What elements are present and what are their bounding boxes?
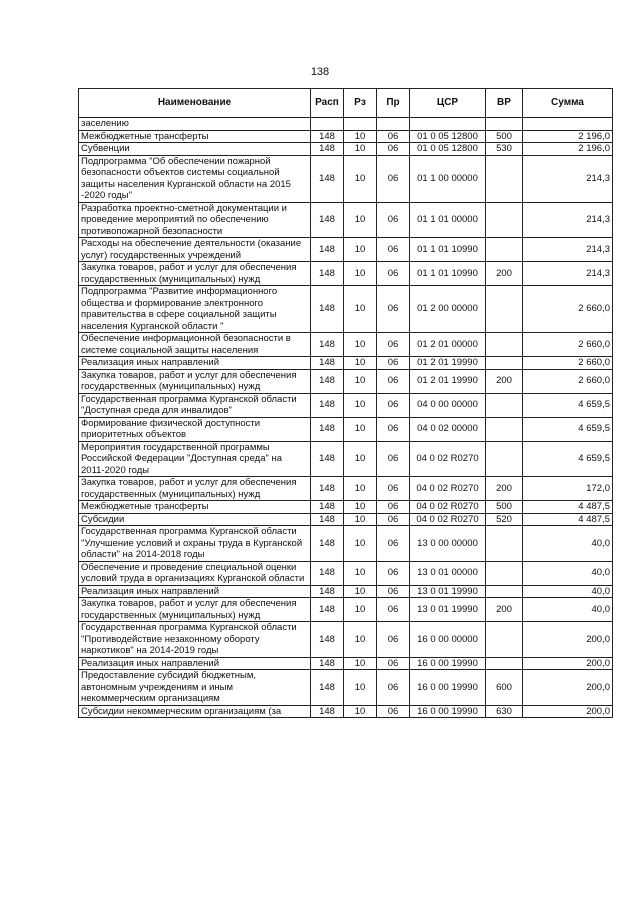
cell-rz: 10	[344, 393, 377, 417]
table-row	[79, 622, 613, 658]
cell-rasp: 148	[311, 622, 344, 658]
cell-sum: 4 659,5	[523, 393, 613, 417]
cell-rasp: 148	[311, 417, 344, 441]
cell-vr	[486, 357, 523, 370]
cell-pr: 06	[377, 670, 410, 706]
budget-table	[78, 88, 613, 718]
header-csr: ЦСР	[410, 89, 486, 118]
cell-name: Субсидии	[79, 513, 311, 526]
cell-vr	[486, 526, 523, 562]
cell-rasp: 148	[311, 357, 344, 370]
cell-csr: 13 0 00 00000	[410, 526, 486, 562]
table-row	[79, 393, 613, 417]
cell-vr	[486, 657, 523, 670]
table-row	[79, 501, 613, 514]
cell-name: Мероприятия государственной программы Российской Федерации "Доступная среда" на 2011-2020 годы	[79, 441, 311, 477]
cell-sum: 2 660,0	[523, 357, 613, 370]
cell-vr: 500	[486, 130, 523, 143]
cell-rasp: 148	[311, 670, 344, 706]
cell-csr: 04 0 02 R0270	[410, 513, 486, 526]
cell-sum: 214,3	[523, 155, 613, 202]
cell-pr: 06	[377, 501, 410, 514]
cell-pr: 06	[377, 598, 410, 622]
cell-sum: 214,3	[523, 262, 613, 286]
cell-pr: 06	[377, 369, 410, 393]
cell-name: Обеспечение и проведение специальной оценки условий труда в организациях Курганской области	[79, 561, 311, 585]
cell-sum: 2 660,0	[523, 286, 613, 333]
cell-name: Предоставление субсидий бюджетным, автономным учреждениям и иным некоммерческим организациям	[79, 670, 311, 706]
cell-rz: 10	[344, 477, 377, 501]
cell-rz: 10	[344, 143, 377, 156]
page-number: 138	[310, 66, 330, 78]
table-row	[79, 526, 613, 562]
cell-rasp: 148	[311, 501, 344, 514]
cell-pr: 06	[377, 526, 410, 562]
cell-name: Обеспечение информационной безопасности в системе социальной защиты населения	[79, 333, 311, 357]
cell-vr	[486, 286, 523, 333]
cell-csr: 01 1 01 00000	[410, 202, 486, 238]
cell-rasp: 148	[311, 657, 344, 670]
cell-name: Межбюджетные трансферты	[79, 501, 311, 514]
cell-rasp: 148	[311, 262, 344, 286]
table-row	[79, 477, 613, 501]
cell-vr: 200	[486, 598, 523, 622]
cell-rasp: 148	[311, 155, 344, 202]
cell-sum: 2 660,0	[523, 369, 613, 393]
table-row	[79, 441, 613, 477]
cell-name: Разработка проектно-сметной документации и проведение мероприятий по обеспечению противопожарной безопасности	[79, 202, 311, 238]
cell-vr	[486, 238, 523, 262]
cell-pr: 06	[377, 622, 410, 658]
cell-name: Закупка товаров, работ и услуг для обеспечения государственных (муниципальных) нужд	[79, 369, 311, 393]
table-row	[79, 333, 613, 357]
cell-pr: 06	[377, 238, 410, 262]
cell-csr: 01 1 01 10990	[410, 238, 486, 262]
cell-pr	[377, 118, 410, 131]
cell-name: Межбюджетные трансферты	[79, 130, 311, 143]
table-row	[79, 238, 613, 262]
cell-rasp: 148	[311, 513, 344, 526]
cell-csr: 04 0 00 00000	[410, 393, 486, 417]
cell-vr: 200	[486, 369, 523, 393]
table-row	[79, 598, 613, 622]
cell-name: Закупка товаров, работ и услуг для обеспечения государственных (муниципальных) нужд	[79, 262, 311, 286]
cell-sum: 40,0	[523, 598, 613, 622]
cell-pr: 06	[377, 477, 410, 501]
cell-rasp: 148	[311, 585, 344, 598]
cell-rz: 10	[344, 202, 377, 238]
cell-pr: 06	[377, 393, 410, 417]
cell-csr: 16 0 00 19990	[410, 670, 486, 706]
cell-pr: 06	[377, 155, 410, 202]
cell-rz: 10	[344, 238, 377, 262]
cell-vr: 630	[486, 705, 523, 718]
cell-rz: 10	[344, 670, 377, 706]
cell-rz: 10	[344, 286, 377, 333]
cell-name: Закупка товаров, работ и услуг для обеспечения государственных (муниципальных) нужд	[79, 477, 311, 501]
cell-vr: 200	[486, 262, 523, 286]
cell-sum: 4 659,5	[523, 417, 613, 441]
cell-csr: 01 1 00 00000	[410, 155, 486, 202]
cell-csr: 16 0 00 19990	[410, 657, 486, 670]
cell-sum: 2 660,0	[523, 333, 613, 357]
cell-vr	[486, 561, 523, 585]
cell-rasp: 148	[311, 561, 344, 585]
cell-rasp: 148	[311, 369, 344, 393]
table-row	[79, 262, 613, 286]
cell-rz: 10	[344, 369, 377, 393]
cell-csr: 01 2 01 19990	[410, 369, 486, 393]
cell-sum: 4 487,5	[523, 513, 613, 526]
cell-name: Расходы на обеспечение деятельности (оказание услуг) государственных учреждений	[79, 238, 311, 262]
cell-csr: 01 0 05 12800	[410, 143, 486, 156]
cell-vr	[486, 155, 523, 202]
table-row	[79, 286, 613, 333]
cell-sum: 2 196,0	[523, 130, 613, 143]
cell-rasp: 148	[311, 441, 344, 477]
cell-pr: 06	[377, 561, 410, 585]
header-sum: Сумма	[523, 89, 613, 118]
cell-rz: 10	[344, 526, 377, 562]
cell-csr: 01 2 00 00000	[410, 286, 486, 333]
cell-name: Закупка товаров, работ и услуг для обеспечения государственных (муниципальных) нужд	[79, 598, 311, 622]
cell-rz: 10	[344, 441, 377, 477]
cell-pr: 06	[377, 202, 410, 238]
cell-csr: 01 0 05 12800	[410, 130, 486, 143]
table-row	[79, 369, 613, 393]
cell-vr: 600	[486, 670, 523, 706]
cell-vr	[486, 622, 523, 658]
cell-pr: 06	[377, 705, 410, 718]
cell-sum	[523, 118, 613, 131]
cell-pr: 06	[377, 441, 410, 477]
table-row	[79, 670, 613, 706]
cell-sum: 40,0	[523, 526, 613, 562]
header-vr: ВР	[486, 89, 523, 118]
table-header-row	[79, 89, 613, 118]
cell-rasp: 148	[311, 393, 344, 417]
cell-rz: 10	[344, 357, 377, 370]
table-row	[79, 417, 613, 441]
cell-vr	[486, 393, 523, 417]
cell-rz: 10	[344, 155, 377, 202]
cell-rasp: 148	[311, 238, 344, 262]
cell-rz: 10	[344, 585, 377, 598]
cell-pr: 06	[377, 333, 410, 357]
cell-csr: 04 0 02 00000	[410, 417, 486, 441]
cell-name: Подпрограмма "Об обеспечении пожарной безопасности объектов системы социальной защиты населения Курганской области на 2015 -2020 годы"	[79, 155, 311, 202]
cell-vr	[486, 417, 523, 441]
table-row	[79, 561, 613, 585]
cell-pr: 06	[377, 130, 410, 143]
cell-rz: 10	[344, 657, 377, 670]
cell-rz: 10	[344, 130, 377, 143]
cell-name: Реализация иных направлений	[79, 357, 311, 370]
cell-csr: 01 1 01 10990	[410, 262, 486, 286]
cell-name: Субсидии некоммерческим организациям (за	[79, 705, 311, 718]
cell-csr: 16 0 00 00000	[410, 622, 486, 658]
cell-rasp: 148	[311, 333, 344, 357]
cell-rasp	[311, 118, 344, 131]
header-rz: Рз	[344, 89, 377, 118]
cell-csr: 16 0 00 19990	[410, 705, 486, 718]
cell-rz: 10	[344, 561, 377, 585]
cell-csr	[410, 118, 486, 131]
table-row	[79, 155, 613, 202]
cell-vr: 500	[486, 501, 523, 514]
cell-name: Субвенции	[79, 143, 311, 156]
table-row	[79, 705, 613, 718]
cell-sum: 214,3	[523, 238, 613, 262]
cell-vr: 200	[486, 477, 523, 501]
cell-pr: 06	[377, 143, 410, 156]
table-row	[79, 357, 613, 370]
cell-vr	[486, 441, 523, 477]
table-row	[79, 585, 613, 598]
cell-name: Реализация иных направлений	[79, 657, 311, 670]
table-row	[79, 143, 613, 156]
cell-pr: 06	[377, 417, 410, 441]
cell-csr: 04 0 02 R0270	[410, 477, 486, 501]
cell-rz	[344, 118, 377, 131]
cell-rz: 10	[344, 598, 377, 622]
cell-name: Государственная программа Курганской области "Доступная среда для инвалидов"	[79, 393, 311, 417]
cell-rz: 10	[344, 262, 377, 286]
cell-sum: 40,0	[523, 585, 613, 598]
cell-sum: 200,0	[523, 622, 613, 658]
table-row	[79, 657, 613, 670]
cell-csr: 13 0 01 19990	[410, 585, 486, 598]
cell-csr: 04 0 02 R0270	[410, 501, 486, 514]
cell-vr	[486, 118, 523, 131]
cell-vr	[486, 202, 523, 238]
cell-pr: 06	[377, 357, 410, 370]
cell-rasp: 148	[311, 143, 344, 156]
table-row	[79, 513, 613, 526]
cell-name: Реализация иных направлений	[79, 585, 311, 598]
cell-sum: 2 196,0	[523, 143, 613, 156]
cell-rasp: 148	[311, 202, 344, 238]
cell-rasp: 148	[311, 130, 344, 143]
cell-rasp: 148	[311, 526, 344, 562]
table-row	[79, 202, 613, 238]
cell-sum: 4 487,5	[523, 501, 613, 514]
cell-rz: 10	[344, 622, 377, 658]
cell-pr: 06	[377, 513, 410, 526]
cell-name: Формирование физической доступности приоритетных объектов	[79, 417, 311, 441]
header-name: Наименование	[79, 89, 311, 118]
cell-vr	[486, 333, 523, 357]
cell-rasp: 148	[311, 286, 344, 333]
cell-pr: 06	[377, 657, 410, 670]
header-pr: Пр	[377, 89, 410, 118]
cell-csr: 13 0 01 00000	[410, 561, 486, 585]
cell-rz: 10	[344, 333, 377, 357]
cell-pr: 06	[377, 262, 410, 286]
cell-sum: 200,0	[523, 657, 613, 670]
cell-rasp: 148	[311, 705, 344, 718]
cell-csr: 13 0 01 19990	[410, 598, 486, 622]
cell-vr: 530	[486, 143, 523, 156]
cell-sum: 200,0	[523, 705, 613, 718]
cell-name: заселению	[79, 118, 311, 131]
cell-name: Государственная программа Курганской области "Противодействие незаконному обороту наркотиков" на 2014-2019 годы	[79, 622, 311, 658]
cell-rasp: 148	[311, 598, 344, 622]
cell-sum: 40,0	[523, 561, 613, 585]
cell-pr: 06	[377, 585, 410, 598]
cell-rz: 10	[344, 501, 377, 514]
cell-vr: 520	[486, 513, 523, 526]
table-row	[79, 118, 613, 131]
cell-name: Государственная программа Курганской области "Улучшение условий и охраны труда в Курганской области" на 2014-2018 годы	[79, 526, 311, 562]
cell-csr: 04 0 02 R0270	[410, 441, 486, 477]
cell-csr: 01 2 01 19990	[410, 357, 486, 370]
cell-rz: 10	[344, 417, 377, 441]
cell-sum: 172,0	[523, 477, 613, 501]
cell-name: Подпрограмма "Развитие информационного общества и формирование электронного правительства в сфере социальной защиты населения Курганской области "	[79, 286, 311, 333]
cell-sum: 200,0	[523, 670, 613, 706]
table-row	[79, 130, 613, 143]
header-rasp: Расп	[311, 89, 344, 118]
cell-pr: 06	[377, 286, 410, 333]
cell-rz: 10	[344, 513, 377, 526]
cell-csr: 01 2 01 00000	[410, 333, 486, 357]
cell-rasp: 148	[311, 477, 344, 501]
cell-sum: 214,3	[523, 202, 613, 238]
cell-vr	[486, 585, 523, 598]
cell-rz: 10	[344, 705, 377, 718]
cell-sum: 4 659,5	[523, 441, 613, 477]
